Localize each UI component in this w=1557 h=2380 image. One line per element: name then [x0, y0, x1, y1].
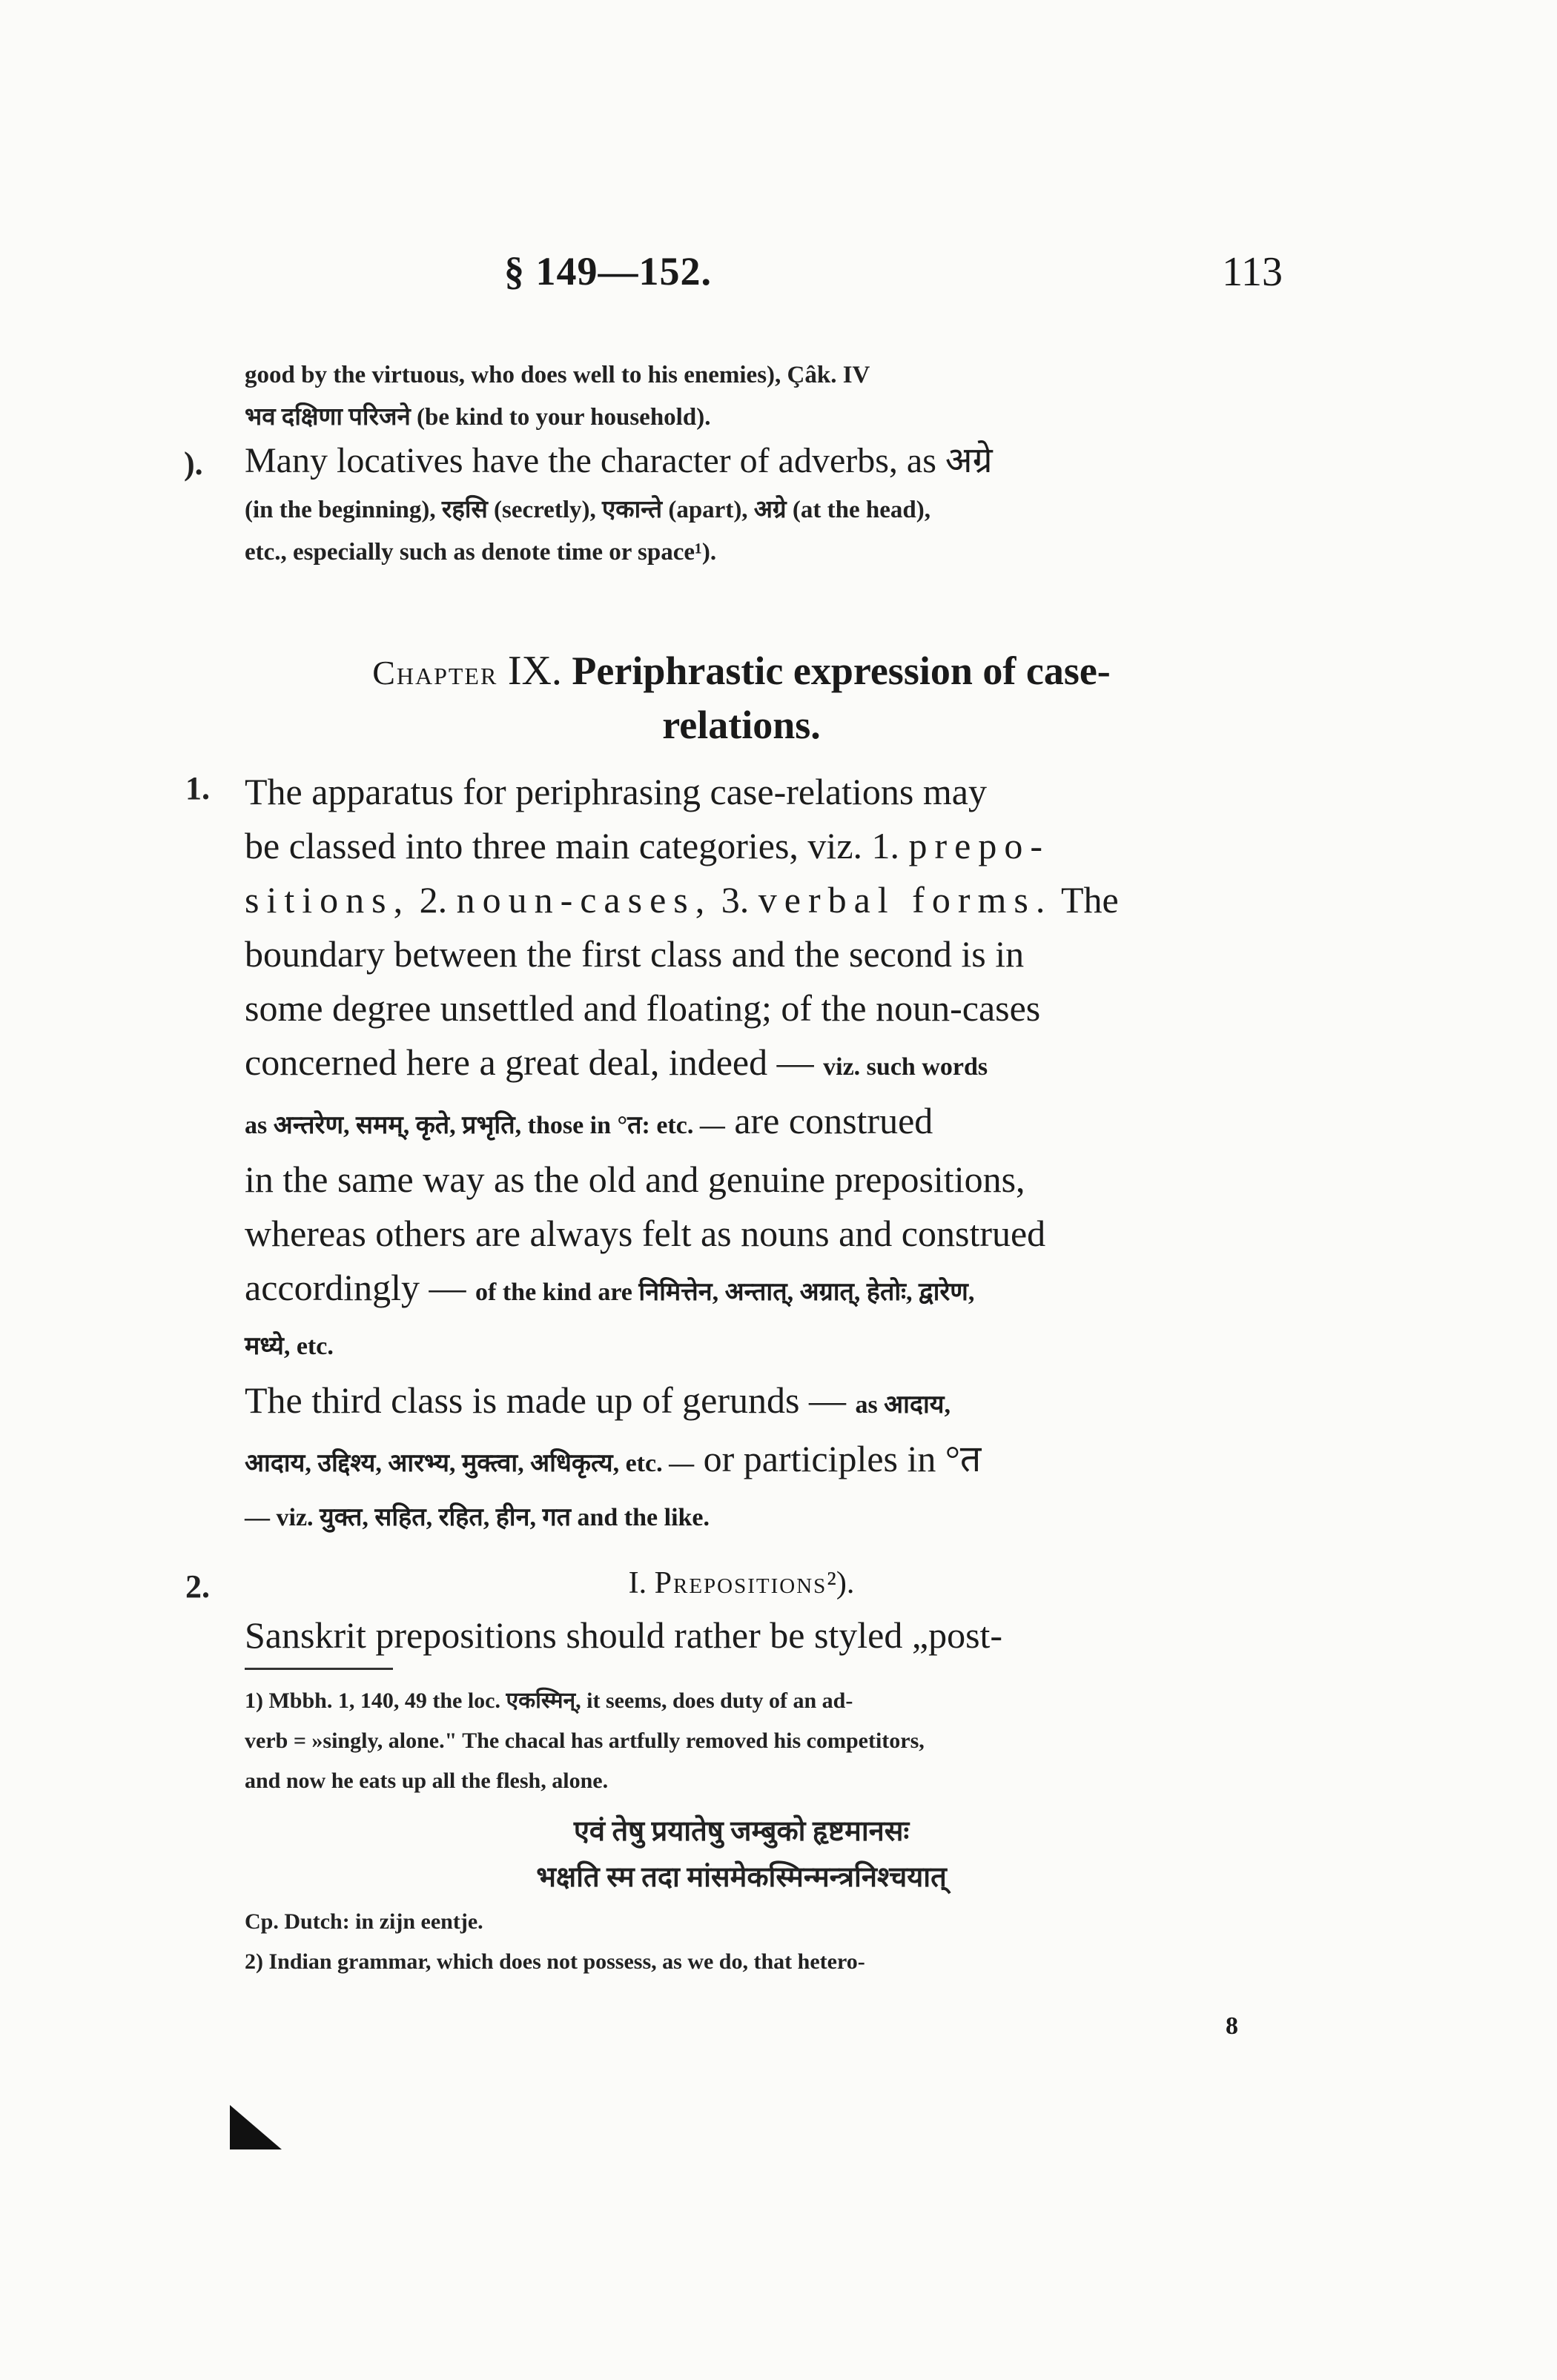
chapter-title-cont: relations. — [662, 703, 821, 747]
chapter-label: Chapter — [372, 654, 498, 692]
footnotes — [245, 1681, 1238, 1982]
chapter-title: Periphrastic expression of case- — [572, 649, 1111, 693]
text-line: — viz. युक्त, सहित, रहित, हीन, गत and the like. — [245, 1504, 710, 1531]
footnote-line: and now he eats up all the flesh, alone. — [245, 1769, 609, 1793]
section-roman: I. — [628, 1566, 647, 1600]
text-line: etc., especially such as denote time or space¹). — [245, 539, 717, 566]
footnote-line: verb = »singly, alone." The chacal has artfully removed his competitors, — [245, 1728, 925, 1753]
footnote-line: Cp. Dutch: in zijn eentje. — [245, 1909, 483, 1934]
text-line: The third class is made up of gerunds — as आदाय, — [245, 1379, 951, 1421]
text-line: आदाय, उद्दिश्य, आरभ्य, मुक्त्वा, अधिकृत्य, etc. — or participles in °त — [245, 1438, 982, 1479]
text-line: some degree unsettled and floating; of the noun-cases — [245, 987, 1041, 1029]
text-line: in the same way as the old and genuine prepositions, — [245, 1158, 1025, 1200]
text-line: concerned here a great deal, indeed — viz. such words — [245, 1041, 988, 1083]
paragraph-locatives — [245, 437, 1238, 485]
section-title: Prepositions — [654, 1566, 827, 1600]
text-line: sitions, 2. noun-cases, 3. verbal forms. The — [245, 879, 1119, 921]
margin-paragraph-number: ). — [184, 445, 203, 482]
section-reference: § 149—152. — [504, 249, 712, 294]
margin-paragraph-number: 1. — [185, 770, 210, 806]
footnote-ref: ²). — [827, 1566, 855, 1600]
text-line: whereas others are always felt as nouns and construed — [245, 1213, 1046, 1254]
paragraph-locatives-cont — [245, 489, 1238, 574]
running-head — [363, 248, 1283, 300]
text-line: accordingly — of the kind are निमित्तेन, अन्तात्, अग्रात्, हेतोः, द्वारेण, — [245, 1267, 975, 1308]
text-line: as अन्तरेण, समम्, कृते, प्रभृति, those in °त: etc. — are construed — [245, 1100, 933, 1141]
text-line: मध्ये, etc. — [245, 1333, 334, 1360]
paragraph-prepositions — [245, 1608, 1238, 1663]
continuation-text — [245, 354, 1238, 439]
footnote-rule — [245, 1668, 393, 1670]
verse-line: भक्षति स्म तदा मांसमेकस्मिन्मन्त्रनिश्चयात् — [536, 1862, 947, 1893]
section-heading — [245, 1565, 1238, 1601]
text-line: भव दक्षिणा परिजने (be kind to your household). — [245, 404, 711, 431]
signature-mark: 8 — [1226, 2012, 1238, 2040]
text-line: The apparatus for periphrasing case-relations may — [245, 771, 987, 812]
footnote-line: 2) Indian grammar, which does not possess, as we do, that hetero- — [245, 1949, 865, 1974]
text-line: be classed into three main categories, viz. 1. prepo- — [245, 825, 1051, 866]
page-number: 113 — [1222, 249, 1283, 295]
text-line: good by the virtuous, who does well to his enemies), Çâk. IV — [245, 362, 870, 388]
chapter-number: IX. — [507, 648, 562, 694]
text-line: boundary between the first class and the second is in — [245, 933, 1025, 975]
chapter-heading — [245, 645, 1238, 751]
text-line: Many locatives have the character of adverbs, as अग्रे — [245, 441, 993, 480]
footnote-line: 1) Mbbh. 1, 140, 49 the loc. एकस्मिन्, it seems, does duty of an ad- — [245, 1688, 853, 1713]
corner-mark — [230, 2105, 282, 2149]
verse-line: एवं तेषु प्रयातेषु जम्बुको हृष्टमानसः — [573, 1816, 910, 1847]
paragraph-apparatus — [245, 765, 1238, 1545]
text-line: (in the beginning), रहसि (secretly), एकान्ते (apart), अग्रे (at the head), — [245, 497, 930, 523]
margin-paragraph-number: 2. — [185, 1568, 210, 1605]
text-line: Sanskrit prepositions should rather be styled „post- — [245, 1614, 1003, 1656]
